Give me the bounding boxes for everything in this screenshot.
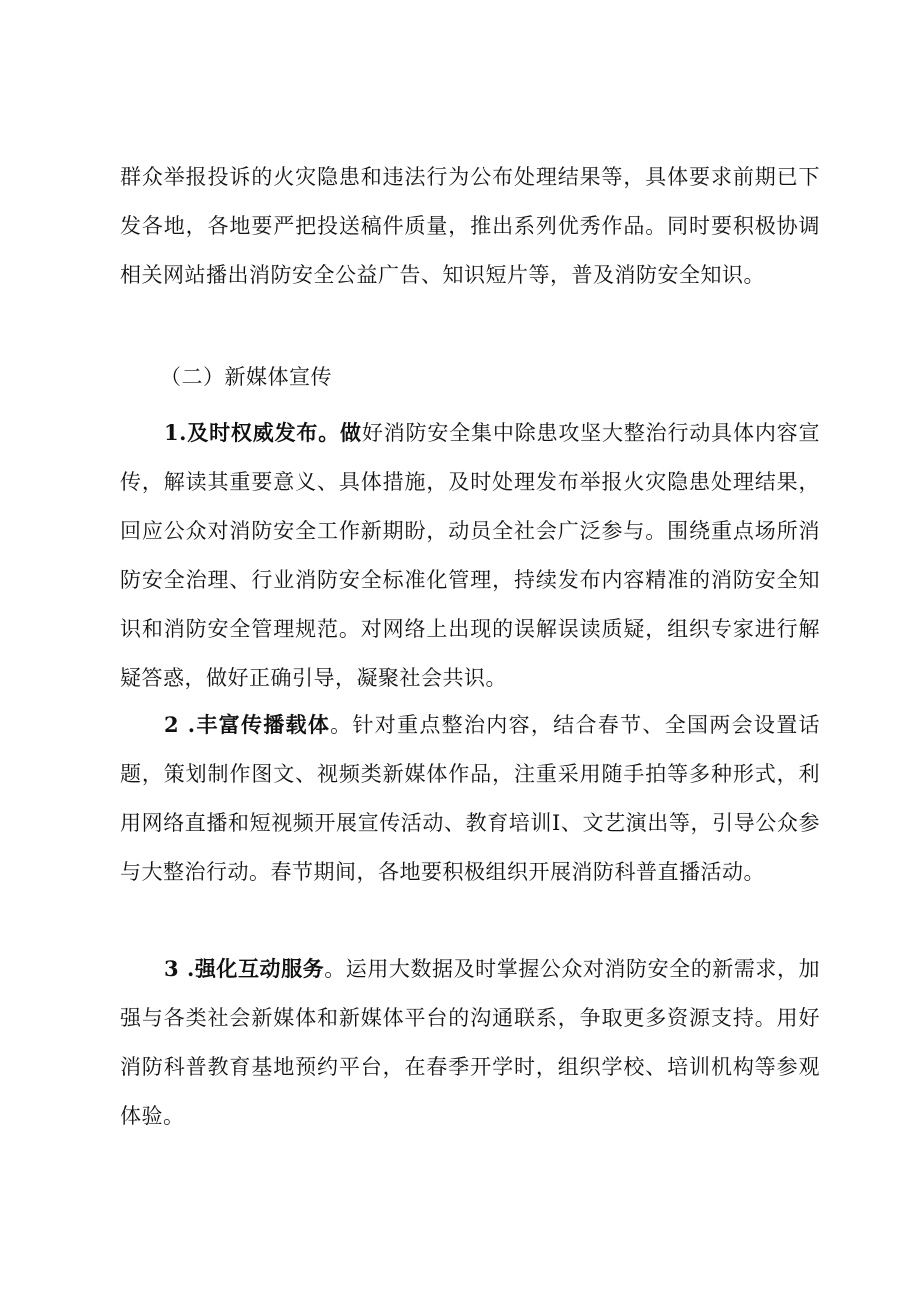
list-item-2-body: 。针对重点整治内容，结合春节、全国两会设置话题，策划制作图文、视频类新媒体作品，注重采用随手拍等多种形式，利用网络直播和短视频开展宣传活动、教育培训I、文艺演出等，引导公众参与大整治行动。春节期间，各地要积极组织开展消防科普直播活动。 <box>120 713 821 884</box>
list-item-3 <box>120 944 820 1141</box>
list-item-1-lead: 1.及时权威发布。做 <box>164 420 362 445</box>
section-heading-new-media: （二）新媒体宣传 <box>160 365 332 389</box>
list-item-2 <box>120 700 820 897</box>
list-item-3-lead: 3 .强化互动服务 <box>164 956 325 981</box>
list-item-3-body: 。运用大数据及时掌握公众对消防安全的新需求，加强与各类社会新媒体和新媒体平台的沟通联系，争取更多资源支持。用好消防科普教育基地预约平台，在春季开学时，组织学校、培训机构等参观体验。 <box>120 957 821 1128</box>
list-item-1-body: 好消防安全集中除患攻坚大整治行动具体内容宣传，解读其重要意义、具体措施，及时处理发布举报火灾隐患处理结果，回应公众对消防安全工作新期盼，动员全社会广泛参与。围绕重点场所消防安全治理、行业消防安全标准化管理，持续发布内容精准的消防安全知识和消防安全管理规范。对网络上出现的误解误读质疑，组织专家进行解疑答惑，做好正确引导，凝聚社会共识。 <box>120 421 820 690</box>
list-item-2-lead: 2 .丰富传播载体 <box>164 712 331 737</box>
list-item-1 <box>120 408 820 703</box>
body-paragraph-1: 群众举报投诉的火灾隐患和违法行为公布处理结果等，具体要求前期已下发各地，各地要严把投送稿件质量，推出系列优秀作品。同时要积极协调相关网站播出消防安全公益广告、知识短片等，普及消防安全知识。 <box>120 165 820 287</box>
